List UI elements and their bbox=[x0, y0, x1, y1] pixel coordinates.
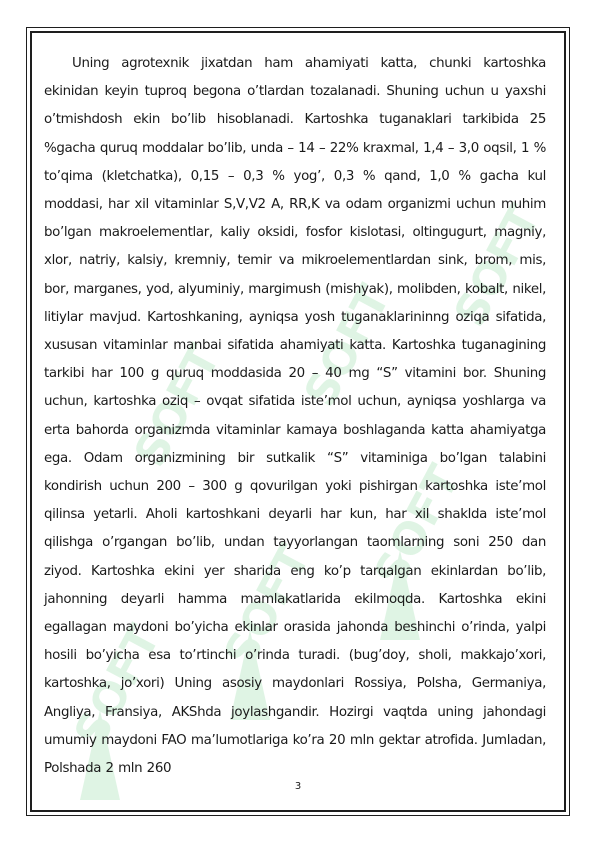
body-paragraph: Uning agrotexnik jixatdan ham ahamiyati katta, chunki kartoshka ekinidan keyin tuproq begona o’tlardan tozalanadi. Shuning uchun u yaxshi o’tmishdosh ekin bo’lib hisoblanadi. Kartoshka tuganaklari tarkibida 25 %gacha quruq moddalar bo’lib, unda – 14 – 22% kraxmal, 1,4 – 3,0 oqsil, 1 % to’qima (kletchatka), 0,15 – 0,3 % yog’, 0,3 % qand, 1,0 % gacha kul moddasi, har xil vitaminlar S,V,V2 A, RR,K va odam organizmi uchun muhim bo’lgan makroelementlar, kaliy oksidi, fosfor kislotasi, oltingugurt, magniy, xlor, natriy, kalsiy, kremniy, temir va mikroelementlardan sink, brom, mis, bor, marganes, yod, alyuminiy, margimush (mishyak), molibden, kobalt, nikel, litiylar mavjud. Kartoshkaning, ayniqsa yosh tuganaklarininng oziqa sifatida, xususan vitaminlar manbai sifatida ahamiyati katta. Kartoshka tuganagining tarkibi har 100 g quruq moddasida 20 – 40 mg “S” vitamini bor. Shuning uchun, kartoshka oziq – ovqat sifatida iste’mol uchun, ayniqsa yoshlarga va erta bahorda organizmda vitaminlar kamaya boshlaganda katta ahamiyatga ega. Odam organizmining bir sutkalik “S” vitaminiga bo’lgan talabini kondirish uchun 200 – 300 g qovurilgan yoki pishirgan kartoshka iste’mol qilinsa yetarli. Aholi kartoshkani deyarli har kun, har xil shaklda iste’mol qilishga o’rgangan bo’lib, undan tayyorlangan taomlarning soni 250 dan ziyod. Kartoshka ekini yer sharida eng ko’p tarqalgan ekinlardan bo’lib, jahonning deyarli hamma mamlakatlarida ekilmoqda. Kartoshka ekini egallagan maydoni bo’yicha ekinlar orasida jahonda beshinchi o’rinda, yalpi hosili bo’yicha esa to’rtinchi o’rinda turadi. (bug’doy, sholi, makkajo’xori, kartoshka, jo’xori) Uning asosiy maydonlari Rossiya, Polsha, Germaniya, Angliya, Fransiya, AKShda joylashgandir. Hozirgi vaqtda uning jahondagi umumiy maydoni FAO ma’lumotlariga ko’ra 20 mln gektar atrofida. Jumladan, Polshada 2 mln 260 bbox=[44, 56, 546, 777]
watermark-text: SOFT bbox=[124, 337, 231, 476]
watermark-text: SOFT bbox=[214, 537, 321, 676]
watermark-text: SOFT bbox=[64, 617, 171, 756]
watermark-text: SOFT bbox=[444, 197, 551, 336]
watermark-text: SOFT bbox=[294, 277, 401, 416]
page-number: 3 bbox=[294, 781, 302, 792]
watermark-text: SOFT bbox=[364, 457, 471, 596]
